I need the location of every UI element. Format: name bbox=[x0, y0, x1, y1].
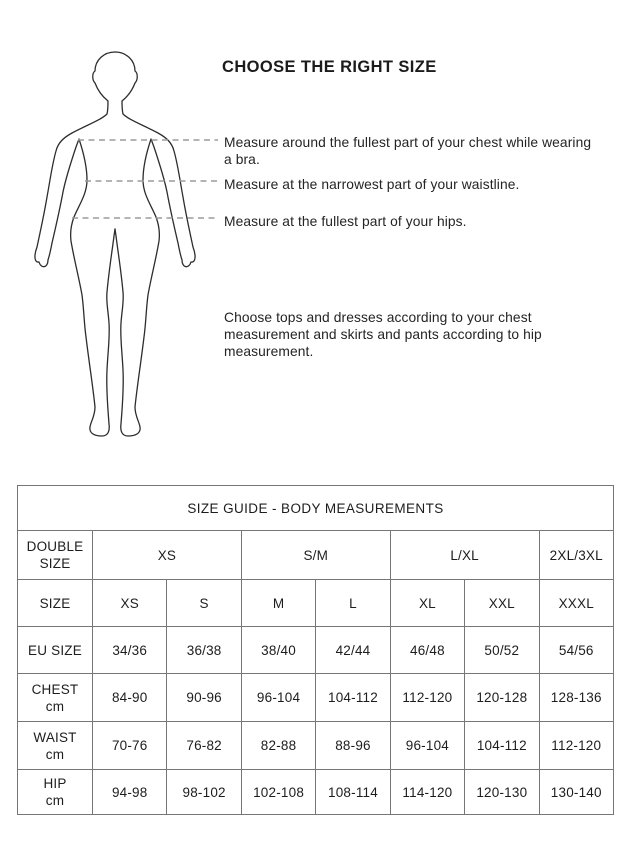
value-cell: L/XL bbox=[390, 531, 539, 580]
value-cell: XS bbox=[93, 531, 242, 580]
value-cell: 112-120 bbox=[390, 674, 464, 722]
value-cell: 120-130 bbox=[465, 770, 539, 815]
row-header-unit: cm bbox=[45, 746, 65, 762]
value-cell: 98-102 bbox=[167, 770, 241, 815]
row-header-cell bbox=[18, 674, 93, 722]
row-header-label: CHEST bbox=[31, 681, 79, 697]
value-cell: 102-108 bbox=[241, 770, 315, 815]
size-row bbox=[18, 580, 614, 627]
value-cell: 108-114 bbox=[316, 770, 390, 815]
double-size-row bbox=[18, 531, 614, 580]
value-cell: 34/36 bbox=[93, 627, 167, 674]
size-guide-table bbox=[17, 485, 614, 815]
value-cell: 50/52 bbox=[465, 627, 539, 674]
value-cell: XL bbox=[390, 580, 464, 627]
value-cell: 104-112 bbox=[316, 674, 390, 722]
row-header-label: WAIST bbox=[33, 729, 77, 745]
chest-instruction: Measure around the fullest part of your chest while wearing a bra. bbox=[224, 135, 592, 167]
value-cell: XS bbox=[93, 580, 167, 627]
size-advice-note: Choose tops and dresses according to your chest measurement and skirts and pants according to hip measurement. bbox=[224, 310, 542, 359]
value-cell: XXL bbox=[465, 580, 539, 627]
value-cell: S/M bbox=[241, 531, 390, 580]
row-header-unit: cm bbox=[45, 698, 65, 714]
value-cell: 54/56 bbox=[539, 627, 613, 674]
waist-row bbox=[18, 722, 614, 770]
row-header-cell: SIZE bbox=[18, 580, 93, 627]
value-cell: 104-112 bbox=[465, 722, 539, 770]
chest-row bbox=[18, 674, 614, 722]
row-header-cell: DOUBLE SIZE bbox=[18, 531, 93, 580]
eu-size-row bbox=[18, 627, 614, 674]
value-cell: 38/40 bbox=[241, 627, 315, 674]
row-header-unit: cm bbox=[45, 793, 65, 808]
row-header-label: HIP bbox=[43, 776, 67, 791]
value-cell: 120-128 bbox=[465, 674, 539, 722]
table-title-row bbox=[18, 486, 614, 531]
waist-instruction: Measure at the narrowest part of your waistline. bbox=[224, 177, 520, 192]
value-cell: 42/44 bbox=[316, 627, 390, 674]
value-cell: 70-76 bbox=[93, 722, 167, 770]
value-cell: 130-140 bbox=[539, 770, 613, 815]
value-cell: 128-136 bbox=[539, 674, 613, 722]
value-cell: L bbox=[316, 580, 390, 627]
value-cell: S bbox=[167, 580, 241, 627]
value-cell: 96-104 bbox=[390, 722, 464, 770]
row-header-cell bbox=[18, 722, 93, 770]
hip-instruction: Measure at the fullest part of your hips. bbox=[224, 214, 467, 229]
value-cell: 82-88 bbox=[241, 722, 315, 770]
value-cell: 114-120 bbox=[390, 770, 464, 815]
body-figure-illustration bbox=[15, 40, 220, 440]
value-cell: 2XL/3XL bbox=[539, 531, 613, 580]
table-title: SIZE GUIDE - BODY MEASUREMENTS bbox=[18, 486, 614, 531]
value-cell: 90-96 bbox=[167, 674, 241, 722]
page-title: CHOOSE THE RIGHT SIZE bbox=[222, 58, 437, 76]
value-cell: 84-90 bbox=[93, 674, 167, 722]
value-cell: XXXL bbox=[539, 580, 613, 627]
row-header-cell bbox=[18, 770, 93, 815]
value-cell: 36/38 bbox=[167, 627, 241, 674]
value-cell: 88-96 bbox=[316, 722, 390, 770]
value-cell: 112-120 bbox=[539, 722, 613, 770]
value-cell: 76-82 bbox=[167, 722, 241, 770]
value-cell: 94-98 bbox=[93, 770, 167, 815]
row-header-cell: EU SIZE bbox=[18, 627, 93, 674]
value-cell: M bbox=[241, 580, 315, 627]
hip-row bbox=[18, 770, 614, 815]
value-cell: 96-104 bbox=[241, 674, 315, 722]
value-cell: 46/48 bbox=[390, 627, 464, 674]
